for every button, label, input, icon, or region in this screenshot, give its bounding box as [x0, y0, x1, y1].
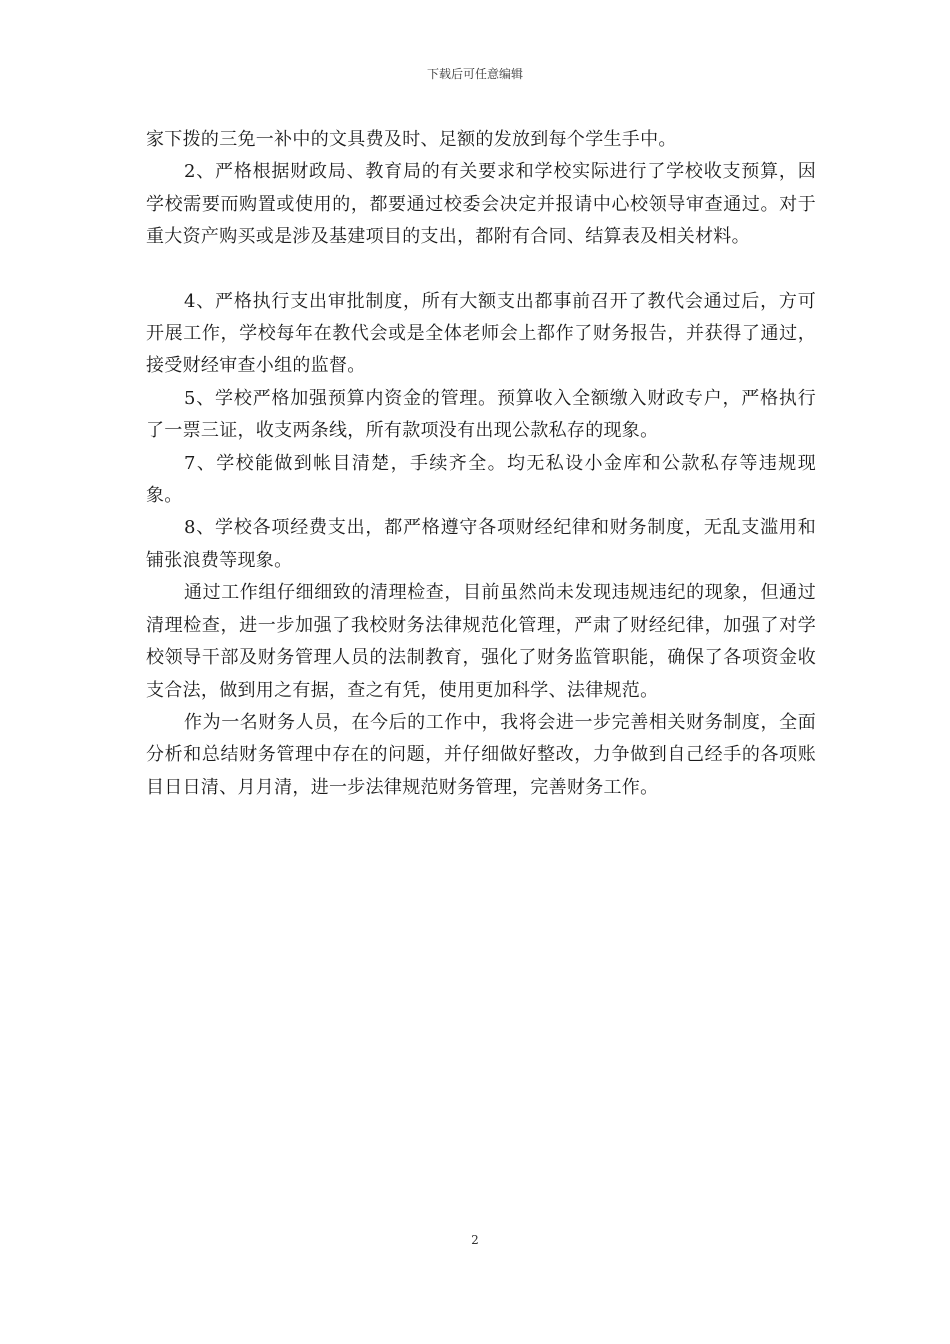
page-number: 2	[471, 1233, 479, 1247]
paragraph-item-4: 4、严格执行支出审批制度，所有大额支出都事前召开了教代会通过后，方可开展工作，学校每年在教代会或是全体老师会上都作了财务报告，并获得了通过，接受财经审查小组的监督。	[146, 290, 816, 377]
page-header-note: 下载后可任意编辑	[426, 67, 523, 81]
paragraph-item-7: 7、学校能做到帐目清楚，手续齐全。均无私设小金库和公款私存等违规现象。	[146, 452, 816, 507]
paragraph-item-5: 5、学校严格加强预算内资金的管理。预算收入全额缴入财政专户，严格执行了一票三证，收支两条线，所有款项没有出现公款私存的现象。	[146, 387, 816, 442]
paragraph-item-2: 2、严格根据财政局、教育局的有关要求和学校实际进行了学校收支预算，因学校需要而购置或使用的，都要通过校委会决定并报请中心校领导审查通过。对于重大资产购买或是涉及基建项目的支出，都附有合同、结算表及相关材料。	[146, 161, 816, 248]
paragraph-item-8: 8、学校各项经费支出，都严格遵守各项财经纪律和财务制度，无乱支滥用和铺张浪费等现象。	[146, 517, 816, 571]
paragraph-continuation: 家下拨的三免一补中的文具费及时、足额的发放到每个学生手中。	[146, 129, 677, 150]
document-body	[146, 124, 816, 804]
paragraph-summary: 通过工作组仔细细致的清理检查，目前虽然尚未发现违规违纪的现象，但通过清理检查，进一步加强了我校财务法律规范化管理，严肃了财经纪律，加强了对学校领导干部及财务管理人员的法制教育，强化了财务监管职能，确保了各项资金收支合法，做到用之有据，查之有凭，使用更加科学、法律规范。	[146, 582, 816, 701]
paragraph-conclusion: 作为一名财务人员，在今后的工作中，我将会进一步完善相关财务制度，全面分析和总结财务管理中存在的问题，并仔细做好整改，力争做到自己经手的各项账目日日清、月月清，进一步法律规范财务管理，完善财务工作。	[146, 711, 816, 798]
paragraph-gap	[146, 254, 816, 286]
